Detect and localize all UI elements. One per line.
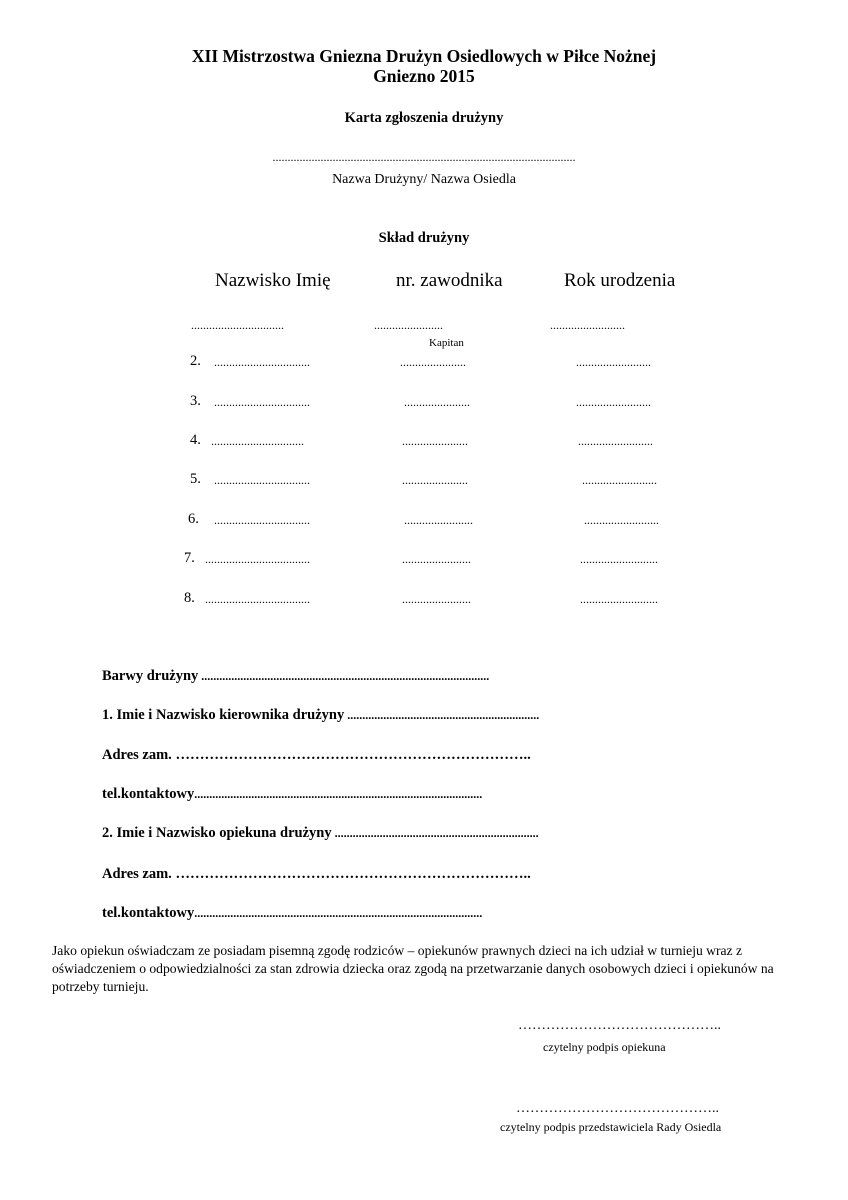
guardian-declaration: Jako opiekun oświadczam ze posiadam pisemną zgodę rodziców – opiekunów prawnych dzieci na ich udział w turnieju wraz z oświadczeniem o odpowiedzialności za stan zdrowia dziecka oraz zgodą na przetwarzanie danych osobowych dzieci i opiekunów na potrzeby turnieju. bbox=[52, 943, 774, 994]
player-1-number-field[interactable]: ....................... bbox=[374, 318, 443, 332]
guardian-phone-row[interactable] bbox=[102, 905, 482, 922]
manager-address-row[interactable] bbox=[102, 747, 531, 764]
manager-address-field[interactable]: ……………………………………………………………….. bbox=[171, 747, 531, 763]
player-6-number-label: 6. bbox=[188, 511, 199, 527]
player-6-year-field[interactable]: ......................... bbox=[584, 513, 659, 527]
guardian-name-row[interactable] bbox=[102, 825, 539, 842]
manager-phone-label: tel.kontaktowy bbox=[102, 786, 195, 802]
guardian-phone-field[interactable]: ................................................................................................ bbox=[194, 906, 483, 920]
player-6-number-field[interactable]: ....................... bbox=[404, 513, 473, 527]
player-4-year-field[interactable]: ......................... bbox=[578, 434, 653, 448]
player-3-year-field[interactable]: ......................... bbox=[576, 395, 651, 409]
column-header-number: nr. zawodnika bbox=[396, 270, 503, 291]
column-header-name: Nazwisko Imię bbox=[215, 270, 331, 291]
player-8-name-field[interactable]: ................................... bbox=[205, 592, 310, 606]
team-name-field[interactable]: ..................................................................................................... bbox=[272, 150, 576, 164]
manager-name-row[interactable] bbox=[102, 707, 539, 724]
player-7-number-label: 7. bbox=[184, 550, 195, 566]
player-8-year-field[interactable]: .......................... bbox=[580, 592, 658, 606]
team-colors-label: Barwy drużyny bbox=[102, 668, 199, 684]
player-1-name-field[interactable]: ............................... bbox=[191, 318, 284, 332]
manager-address-label: Adres zam. bbox=[102, 747, 172, 763]
player-3-name-field[interactable]: ................................ bbox=[214, 395, 310, 409]
guardian-name-field[interactable]: .................................................................... bbox=[331, 826, 539, 840]
player-7-number-field[interactable]: ....................... bbox=[402, 552, 471, 566]
player-3-number-label: 3. bbox=[190, 393, 201, 409]
document-year: Gniezno 2015 bbox=[373, 66, 475, 86]
player-4-number-label: 4. bbox=[190, 432, 201, 448]
guardian-signature-field[interactable]: …………………………………….. bbox=[518, 1018, 721, 1033]
document-title: XII Mistrzostwa Gniezna Drużyn Osiedlowych w Piłce Nożnej bbox=[191, 46, 657, 66]
manager-phone-row[interactable] bbox=[102, 786, 482, 803]
player-7-year-field[interactable]: .......................... bbox=[580, 552, 658, 566]
player-3-number-field[interactable]: ...................... bbox=[404, 395, 470, 409]
guardian-phone-label: tel.kontaktowy bbox=[102, 905, 195, 921]
manager-name-field[interactable]: ................................................................ bbox=[344, 708, 540, 722]
guardian-name-label: 2. Imie i Nazwisko opiekuna drużyny bbox=[102, 825, 332, 841]
player-8-number-label: 8. bbox=[184, 590, 195, 606]
player-2-year-field[interactable]: ......................... bbox=[576, 355, 651, 369]
captain-note: Kapitan bbox=[429, 337, 464, 349]
player-5-number-label: 5. bbox=[190, 471, 201, 487]
guardian-address-field[interactable]: ……………………………………………………………….. bbox=[171, 866, 531, 882]
player-6-name-field[interactable]: ................................ bbox=[214, 513, 310, 527]
guardian-address-row[interactable] bbox=[102, 866, 531, 883]
player-1-year-field[interactable]: ......................... bbox=[550, 318, 625, 332]
column-header-birth-year: Rok urodzenia bbox=[564, 270, 676, 291]
player-5-name-field[interactable]: ................................ bbox=[214, 473, 310, 487]
council-signature-label: czytelny podpis przedstawiciela Rady Osiedla bbox=[500, 1120, 722, 1134]
roster-title: Skład drużyny bbox=[378, 230, 470, 246]
team-name-label: Nazwa Drużyny/ Nazwa Osiedla bbox=[332, 172, 516, 187]
player-4-number-field[interactable]: ...................... bbox=[402, 434, 468, 448]
player-8-number-field[interactable]: ....................... bbox=[402, 592, 471, 606]
council-signature-field[interactable]: …………………………………….. bbox=[516, 1101, 719, 1116]
manager-phone-field[interactable]: ................................................................................................ bbox=[194, 787, 483, 801]
player-7-name-field[interactable]: ................................... bbox=[205, 552, 310, 566]
player-2-name-field[interactable]: ................................ bbox=[214, 355, 310, 369]
form-title: Karta zgłoszenia drużyny bbox=[344, 110, 504, 126]
guardian-signature-label: czytelny podpis opiekuna bbox=[543, 1040, 666, 1054]
manager-name-label: 1. Imie i Nazwisko kierownika drużyny bbox=[102, 707, 345, 723]
team-colors-field[interactable]: ................................................................................................ bbox=[198, 669, 490, 683]
guardian-address-label: Adres zam. bbox=[102, 866, 172, 882]
player-5-number-field[interactable]: ...................... bbox=[402, 473, 468, 487]
player-2-number-field[interactable]: ...................... bbox=[400, 355, 466, 369]
player-5-year-field[interactable]: ......................... bbox=[582, 473, 657, 487]
player-4-name-field[interactable]: ............................... bbox=[211, 434, 304, 448]
player-2-number-label: 2. bbox=[190, 353, 201, 369]
team-colors-row[interactable] bbox=[102, 668, 489, 685]
